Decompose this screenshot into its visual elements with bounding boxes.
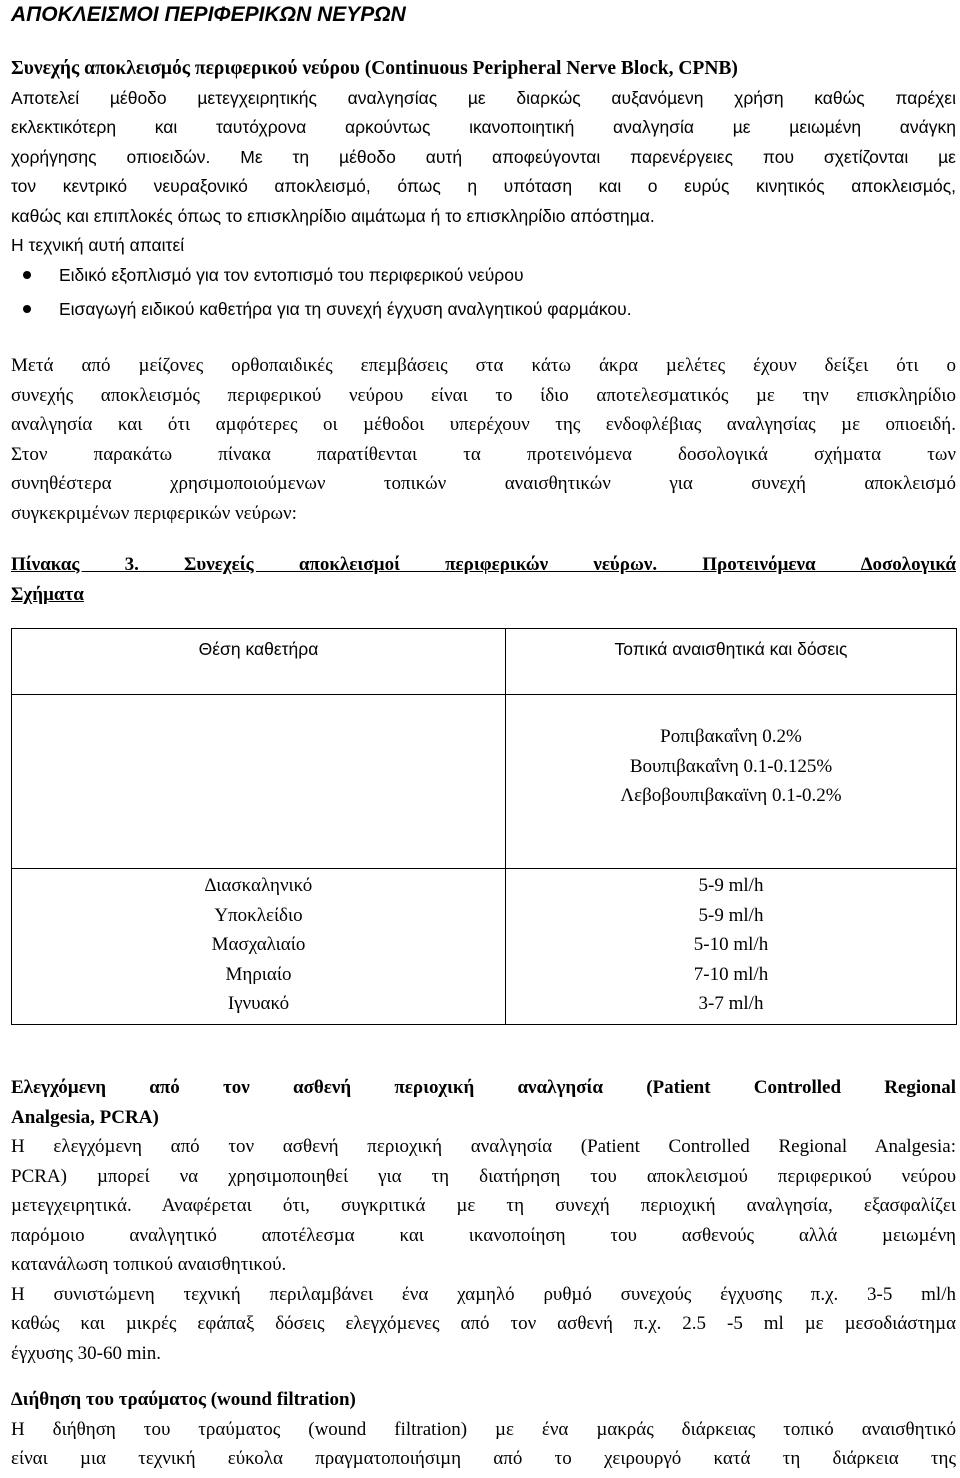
paragraph-line: καθώς και µικρές εφάπαξ δόσεις ελεγχόµενες από τον ασθενή π.χ. 2.5 -5 ml µε µεσοδιάστηµα [11,1313,956,1334]
paragraph-line: είναι µια τεχνική εύκολα πραγµατοποιήσιµη από το χειρουργό κατά τη διάρκεια της [11,1448,956,1469]
document-heading: ΑΠΟΚΛΕΙΣΜΟΙ ΠΕΡΙΦΕΡΙΚΩΝ ΝΕΥΡΩΝ [11,3,406,26]
wound-section [11,1385,956,1474]
table-cell-empty [12,695,506,869]
paragraph-line: παρόµοιο αναλγητικό αποτέλεσµα και ικανοποίηση του ασθενούς αλλά µειωµένη [11,1224,956,1246]
list-item-text: Εισαγωγή ειδικού καθετήρα για τη συνεχή έγχυση αναλγητικού φαρµάκου. [59,299,632,319]
paragraph-line: έγχυσης 30-60 min. [11,1342,162,1364]
header-catheter-site: Θέση καθετήρα [12,629,506,695]
dose-interscalene: 5-9 ml/h [698,875,764,896]
wound-title: ∆ιήθηση του τραύµατος (wound filtration) [11,1389,356,1410]
header-anesthetics-doses: Τοπικά αναισθητικά και δόσεις [506,629,957,695]
dose-popliteal: 3-7 ml/h [698,993,764,1014]
site-interscalene: ∆ιασκαληνικό [204,875,313,896]
cpnb-line: Αποτελεί µέθοδο µετεγχειρητικής αναλγησίας µε διαρκώς αυξανόµενη χρήση καθώς παρέχει [11,87,956,108]
list-item [11,292,956,326]
cpnb-line: εκλεκτικότερη και ταυτόχρονα αρκούντως ικανοποιητική αναλγησία µε µειωµένη ανάγκη [11,117,956,137]
cpnb-line: καθώς και επιπλοκές όπως το επισκληρίδιο αιµάτωµα ή το επισκληρίδιο απόστηµα. [11,205,655,226]
paragraph-line: συγκεκριµένων περιφερικών νεύρων: [11,502,297,524]
cpnb-requires: Η τεχνική αυτή απαιτεί [11,235,185,255]
doses-cell [506,869,957,1025]
paragraph-line: PCRA) µπορεί να χρησιµοποιηθεί για τη διατήρηση του αποκλεισµού περιφερικού νεύρου [11,1165,956,1187]
dose-femoral: 7-10 ml/h [693,963,769,985]
paragraph-line: Στον παρακάτω πίνακα παρατίθενται τα προτεινόµενα δοσολογικά σχήµατα των [11,443,956,465]
dose-infraclavicular: 5-9 ml/h [698,904,764,926]
bullet-icon [23,305,31,313]
drugs-cell [506,695,957,869]
paragraph-line: αναλγησία και ότι αµφότερες οι µέθοδοι υπερέχουν της ενδοφλέβιας αναλγησίας µε οπιοειδή. [11,414,956,435]
cpnb-line: τον κεντρικό νευραξονικό αποκλεισµό, όπως η υπόταση και ο ευρύς κινητικός αποκλεισµός, [11,176,956,196]
site-axillary: Μασχαλιαίο [211,934,306,955]
site-infraclavicular: Υποκλείδιο [214,904,303,926]
cpnb-title: Συνεχής αποκλεισµός περιφερικού νεύρου (Continuous Peripheral Nerve Block, CPNB) [11,58,738,79]
paragraph-line: Η ελεγχόµενη από τον ασθενή περιοχική αναλγησία (Patient Controlled Regional Analgesia: [11,1136,956,1157]
table-row [12,869,957,1025]
drug-bupivacaine: Βουπιβακαΐνη 0.1-0.125% [629,755,833,777]
bullet-icon [23,271,31,279]
pcra-title: Ελεγχόµενη από τον ασθενή περιοχική αναλγησία (Patient Controlled Regional [11,1077,956,1098]
sites-cell [12,869,506,1025]
pcra-section [11,1073,956,1368]
site-femoral: Μηριαίο [225,963,292,985]
paragraph-line: Η διήθηση του τραύµατος (wound filtration) µε ένα µακράς διάρκειας τοπικό αναισθητικό [11,1418,956,1440]
paragraph-line: Η συνιστώµενη τεχνική περιλαµβάνει ένα χαµηλό ρυθµό συνεχούς έγχυσης π.χ. 3-5 ml/h [11,1283,956,1305]
paragraph-line: συνηθέστερα χρησιµοποιούµενων τοπικών αναισθητικών για συνεχή αποκλεισµό [11,473,956,494]
drug-ropivacaine: Ροπιβακαΐνη 0.2% [660,726,802,747]
list-item-text: Ειδικό εξοπλισµό για τον εντοπισµό του περιφερικού νεύρου [59,265,524,285]
list-item [11,258,956,292]
table-caption-line: Πίνακας 3. Συνεχείς αποκλεισµοί περιφερικών νεύρων. Προτεινόµενα ∆οσολογικά [11,554,956,575]
drug-levobupivacaine: Λεβοβουπιβακαϊνη 0.1-0.2% [620,785,842,806]
ortho-paragraph [11,351,956,528]
pcra-title: Analgesia, PCRA) [11,1106,159,1128]
dose-axillary: 5-10 ml/h [693,934,769,955]
cpnb-line: χορήγησης οπιοειδών. Με τη µέθοδο αυτή αποφεύγονται παρενέργειες που σχετίζονται µε [11,146,956,167]
table-caption [11,550,956,609]
table-header-row [12,629,957,695]
cpnb-section [11,54,956,261]
paragraph-line: συνεχής αποκλεισµός περιφερικού νεύρου είναι το ίδιο αποτελεσµατικός µε την επισκληρίδιο [11,384,956,406]
paragraph-line: µετεγχειρητικά. Αναφέρεται ότι, συγκριτικά µε τη συνεχή περιοχική αναλγησία, εξασφαλίζει [11,1195,956,1216]
paragraph-line: Μετά από µείζονες ορθοπαιδικές επεµβάσεις στα κάτω άκρα µελέτες έχουν δείξει ότι ο [11,355,956,376]
table-caption-line: Σχήµατα [11,583,84,605]
paragraph-line: κατανάλωση τοπικού αναισθητικού. [11,1254,287,1275]
requirements-list [11,258,956,326]
table-row [12,695,957,869]
dosing-table [11,628,957,1025]
site-popliteal: Ιγνυακό [227,993,290,1014]
